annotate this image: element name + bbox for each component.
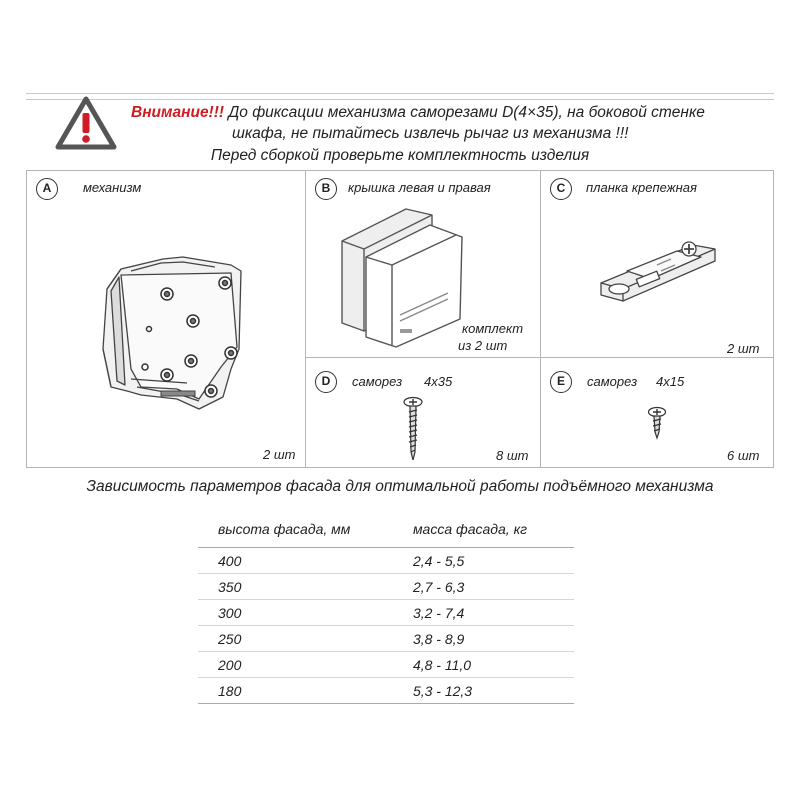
cell-mass: 3,2 - 7,4 [413,600,574,626]
check-text: Перед сборкой проверьте комплектность изделия [210,147,590,164]
table-header-row [198,514,574,548]
letter-e: E [550,371,572,393]
component-d-name: саморез [352,374,403,389]
component-a-qty: 2 шт [263,447,296,462]
cell-height: 200 [198,652,413,678]
component-b-box [305,170,541,358]
letter-c: C [550,178,572,200]
component-b-note-2: из 2 шт [458,338,508,353]
component-e-qty: 6 шт [727,448,760,463]
warning-line-2: шкафа, не пытайтесь извлечь рычаг из механизма !!! [232,125,629,142]
params-title: Зависимость параметров фасада для оптимальной работы подъёмного механизма [86,478,714,495]
cell-height: 250 [198,626,413,652]
top-rule-2 [26,99,774,100]
table-row [198,678,574,704]
table-row [198,574,574,600]
mounting-plate-illustration [597,231,727,311]
component-b-name: крышка левая и правая [348,180,491,195]
params-table [198,514,574,704]
letter-a: A [36,178,58,200]
top-rule [26,93,774,94]
cell-mass: 5,3 - 12,3 [413,678,574,704]
component-a-name: механизм [83,180,142,195]
cell-height: 350 [198,574,413,600]
component-d-qty: 8 шт [496,448,529,463]
screw-4x35-icon [402,396,424,462]
letter-b: B [315,178,337,200]
component-e-size: 4x15 [656,374,685,389]
table-row [198,600,574,626]
component-d-size: 4x35 [424,374,453,389]
cell-mass: 4,8 - 11,0 [413,652,574,678]
header-mass: масса фасада, кг [413,514,574,548]
mechanism-illustration [91,249,261,415]
cell-height: 300 [198,600,413,626]
component-b-note-1: комплект [462,321,524,336]
cell-height: 180 [198,678,413,704]
component-c-name: планка крепежная [586,180,697,195]
component-e-box [540,357,774,468]
component-c-box [540,170,774,358]
warning-icon [54,95,118,151]
component-d-box [305,357,541,468]
cell-mass: 2,4 - 5,5 [413,548,574,574]
warning-label: Внимание!!! [131,104,225,121]
component-e-name: саморез [587,374,638,389]
table-row [198,652,574,678]
cell-mass: 3,8 - 8,9 [413,626,574,652]
table-row [198,548,574,574]
letter-d: D [315,371,337,393]
table-row [198,626,574,652]
header-height: высота фасада, мм [198,514,413,548]
screw-4x15-icon [647,406,667,440]
warning-line-1 [131,104,705,122]
warning-text-1: До фиксации механизма саморезами D(4×35), на боковой стенке [228,104,705,121]
cell-height: 400 [198,548,413,574]
component-a-box [26,170,306,468]
cover-illustration [336,201,476,351]
component-c-qty: 2 шт [727,341,760,356]
cell-mass: 2,7 - 6,3 [413,574,574,600]
